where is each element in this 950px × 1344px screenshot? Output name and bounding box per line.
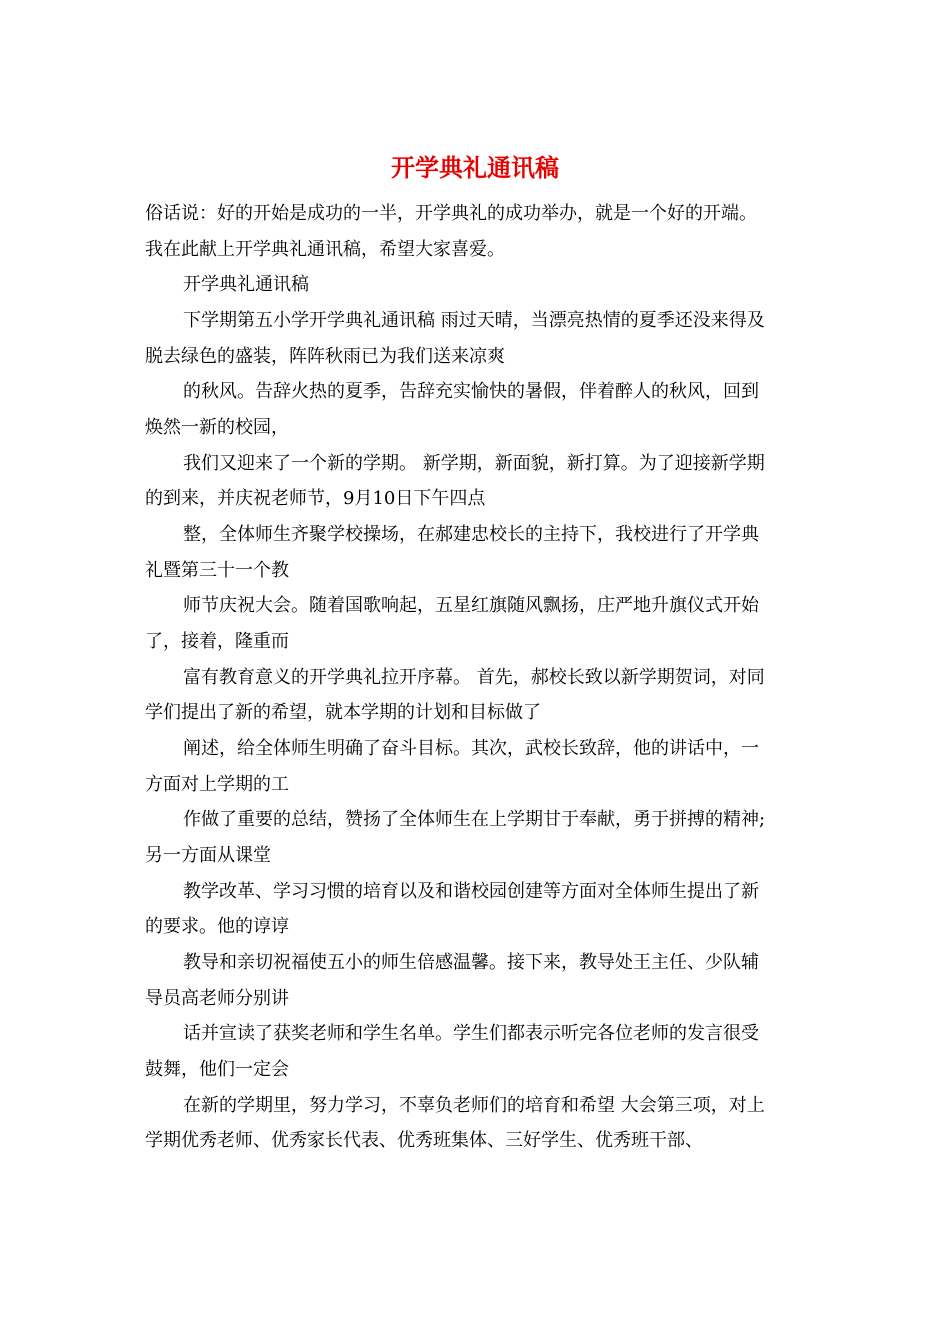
body-line: 鼓舞，他们一定会	[145, 1059, 289, 1080]
body-line: 了，接着，隆重而	[145, 631, 289, 652]
body-line: 导员高老师分别讲	[145, 988, 289, 1009]
body-line: 脱去绿色的盛装，阵阵秋雨已为我们送来凉爽	[145, 346, 505, 367]
body-line: 的要求。他的谆谆	[145, 916, 289, 937]
body-line: 话并宣读了获奖老师和学生名单。学生们都表示听完各位老师的发言很受	[183, 1023, 759, 1044]
body-line: 礼暨第三十一个教	[145, 560, 289, 581]
body-line: 另一方面从课堂	[145, 845, 271, 866]
body-line: 富有教育意义的开学典礼拉开序幕。 首先，郝校长致以新学期贺词，对同	[183, 667, 765, 688]
body-line: 整，全体师生齐聚学校操场，在郝建忠校长的主持下，我校进行了开学典	[183, 524, 759, 545]
body-line: 我在此献上开学典礼通讯稿，希望大家喜爱。	[145, 239, 505, 260]
body-line: 师节庆祝大会。随着国歌响起，五星红旗随风飘扬，庄严地升旗仪式开始	[183, 595, 759, 616]
body-line: 的到来，并庆祝老师节，9月10日下午四点	[145, 488, 486, 509]
body-line: 焕然一新的校园，	[145, 417, 289, 438]
body-line: 在新的学期里，努力学习，不辜负老师们的培育和希望 大会第三项，对上	[183, 1095, 765, 1116]
section-heading: 开学典礼通讯稿	[183, 274, 309, 295]
body-line: 教学改革、学习习惯的培育以及和谐校园创建等方面对全体师生提出了新	[183, 881, 759, 902]
body-line: 我们又迎来了一个新的学期。 新学期，新面貌，新打算。为了迎接新学期	[183, 453, 765, 474]
body-line: 下学期第五小学开学典礼通讯稿 雨过天晴，当漂亮热情的夏季还没来得及	[183, 310, 765, 331]
body-line: 学们提出了新的希望，就本学期的计划和目标做了	[145, 702, 541, 723]
body-line: 方面对上学期的工	[145, 774, 289, 795]
body-line: 作做了重要的总结，赞扬了全体师生在上学期甘于奉献，勇于拼搏的精神;	[183, 809, 766, 830]
body-line: 俗话说：好的开始是成功的一半，开学典礼的成功举办，就是一个好的开端。	[145, 203, 757, 224]
body-line: 教导和亲切祝福使五小的师生倍感温馨。接下来，教导处王主任、少队辅	[183, 952, 759, 973]
body-line: 的秋风。告辞火热的夏季，告辞充实愉快的暑假，伴着醉人的秋风，回到	[183, 381, 759, 402]
body-line: 学期优秀老师、优秀家长代表、优秀班集体、三好学生、优秀班干部、	[145, 1130, 703, 1151]
document-title: 开学典礼通讯稿	[391, 153, 559, 182]
body-line: 阐述，给全体师生明确了奋斗目标。其次，武校长致辞，他的讲话中，一	[183, 738, 759, 759]
